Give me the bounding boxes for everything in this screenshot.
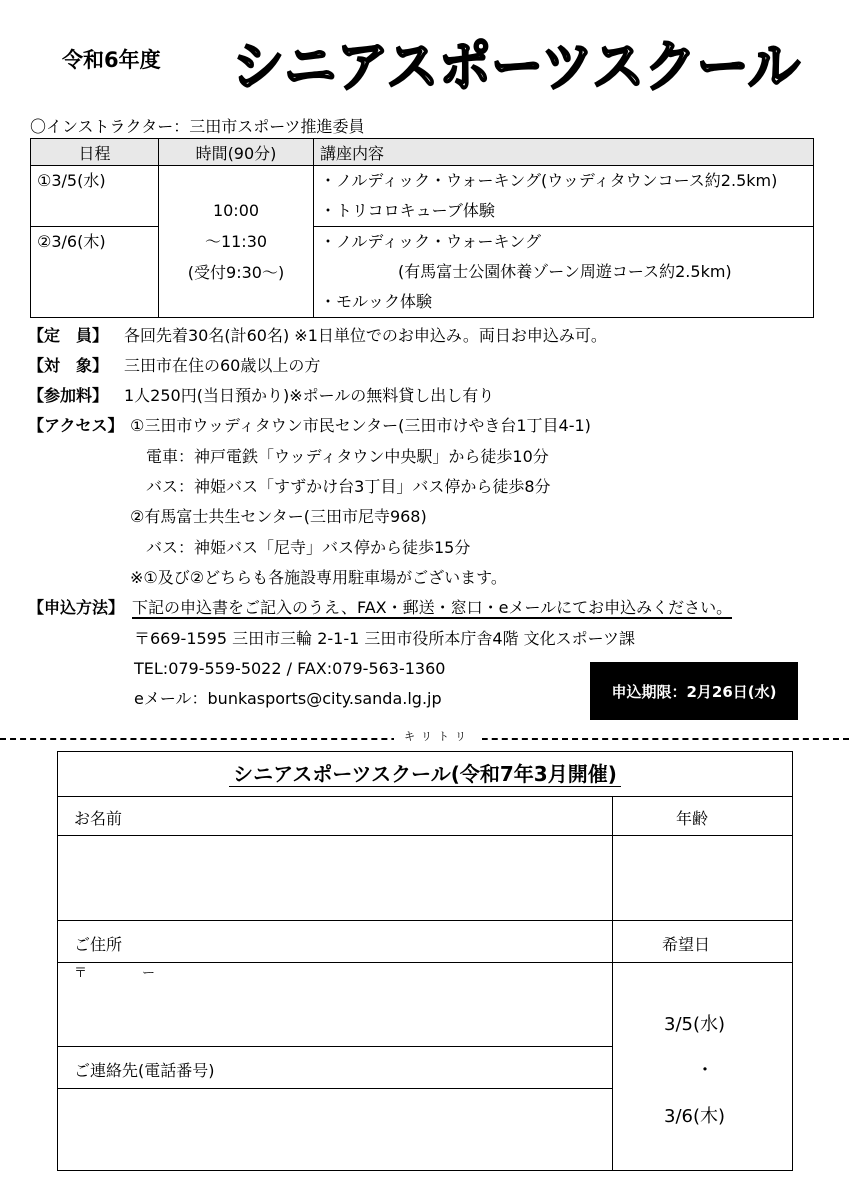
fee-row: [28, 381, 494, 411]
access-venue1: ①三田市ウッディタウン市民センター(三田市けやき台1丁目4-1): [130, 416, 591, 435]
col-header-time: 時間(90分): [159, 139, 314, 166]
apply-row: [28, 593, 732, 623]
day1-cell: [31, 166, 159, 227]
form-divider: [58, 1088, 612, 1089]
day2-cell: [31, 227, 159, 318]
capacity-row: [28, 321, 607, 351]
wish-day1: 3/5(水): [664, 1014, 726, 1035]
capacity-text: 各回先着30名(計60名) ※1日単位でのお申込み。両日お申込み可。: [124, 326, 607, 345]
access2-bus: バス：神姫バス「尼寺」バス停から徒歩15分: [146, 538, 471, 557]
time-end: ～11:30: [204, 232, 268, 251]
col-header-date: 日程: [31, 139, 159, 166]
email-address: eメール：bunkasports@city.sanda.lg.jp: [134, 689, 442, 708]
age-label: 年齢: [676, 809, 709, 828]
day2-content-molkky: ・モルック体験: [320, 292, 433, 311]
schedule-table: [30, 138, 814, 318]
instructor-line: 〇インストラクター：三田市スポーツ推進委員: [30, 117, 365, 136]
application-form: [57, 751, 793, 1171]
title-text: シニアスポーツスクール: [232, 35, 800, 100]
target-row: [28, 351, 320, 381]
name-label: お名前: [74, 809, 123, 828]
time-reception: (受付9:30～): [187, 263, 285, 282]
day1-content: [314, 166, 814, 227]
access1-train: 電車：神戸電鉄「ウッディタウン中央駅」から徒歩10分: [146, 447, 549, 466]
parking-note: ※①及び②どちらも各施設専用駐車場がございます。: [130, 568, 507, 587]
day2-content: [314, 227, 814, 318]
fee-label: 【参加料】: [28, 386, 109, 405]
wish-day2: 3/6(木): [664, 1106, 726, 1127]
form-divider: [58, 796, 792, 797]
access1-bus: バス：神姫バス「すずかけ台3丁目」バス停から徒歩8分: [146, 477, 551, 496]
form-divider: [58, 920, 792, 921]
day2-content-course: (有馬富士公園休養ゾーン周遊コース約2.5km): [398, 262, 732, 281]
address-label: ご住所: [74, 935, 123, 954]
form-divider: [58, 962, 792, 963]
capacity-label: 【定 員】: [28, 326, 109, 345]
target-label: 【対 象】: [28, 356, 109, 375]
fee-text: 1人250円(当日預かり)※ポールの無料貸し出し有り: [124, 386, 495, 405]
fiscal-year-heading: 令和6年度: [62, 48, 161, 72]
apply-label: 【申込方法】: [28, 598, 125, 617]
day1-label: ①3/5(水): [37, 171, 106, 190]
mail-address: 〒669-1595 三田市三輪 2-1-1 三田市役所本庁舎4階 文化スポーツ課: [134, 629, 636, 648]
day2-content-walking: ・ノルディック・ウォーキング: [320, 232, 541, 251]
form-divider: [58, 1046, 612, 1047]
postal-mark: 〒: [74, 966, 88, 981]
postal-dash: ー: [142, 966, 156, 981]
wish-day-label: 希望日: [662, 935, 711, 954]
tel-fax: TEL:079-559-5022 / FAX:079-563-1360: [134, 659, 446, 678]
form-title-text: シニアスポーツスクール(令和7年3月開催): [229, 762, 621, 787]
access-row: [28, 411, 591, 441]
day2-label: ②3/6(木): [37, 232, 106, 251]
time-start: 10:00: [212, 201, 260, 220]
target-text: 三田市在住の60歳以上の方: [124, 356, 321, 375]
title-banner: [232, 30, 812, 102]
time-cell: [159, 166, 314, 318]
contact-label: ご連絡先(電話番号): [74, 1061, 215, 1080]
col-header-content: 講座内容: [314, 139, 814, 166]
access-venue2: ②有馬富士共生センター(三田市尼寺968): [130, 507, 427, 526]
wish-separator: ・: [696, 1060, 714, 1081]
access-label: 【アクセス】: [28, 416, 124, 435]
deadline-badge: 申込期限：2月26日(水): [590, 662, 798, 720]
day1-content-cube: ・トリコロキューブ体験: [320, 201, 495, 220]
form-title: [58, 752, 792, 796]
form-column-divider: [612, 796, 613, 1170]
apply-text: 下記の申込書をご記入のうえ、FAX・郵送・窓口・eメールにてお申込みください。: [132, 598, 733, 617]
day1-content-walking: ・ノルディック・ウォーキング(ウッディタウンコース約2.5km): [320, 171, 778, 190]
cut-label: キリトリ: [394, 728, 482, 744]
form-divider: [58, 835, 792, 836]
